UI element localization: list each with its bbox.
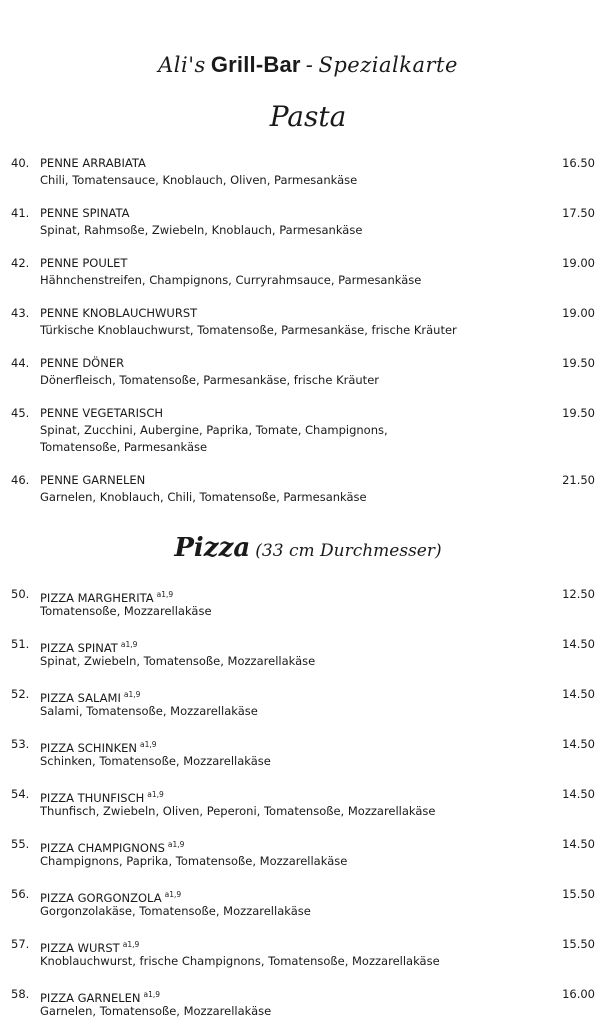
item-price: 17.50	[562, 206, 595, 220]
allergen-codes: a1,9	[164, 890, 182, 899]
item-description: Garnelen, Knoblauch, Chili, Tomatensoße, Parmesankäse	[40, 490, 367, 504]
allergen-codes: a1,9	[120, 640, 138, 649]
item-price: 16.50	[562, 156, 595, 170]
title-suffix: Spezialkarte	[318, 53, 458, 77]
item-name: PENNE GARNELEN	[40, 473, 146, 487]
pizza-heading-title: Pizza	[174, 533, 251, 563]
item-number: 57.	[11, 937, 30, 951]
item-price: 14.50	[562, 637, 595, 651]
pizza-heading-subtitle: (33 cm Durchmesser)	[255, 541, 442, 561]
item-name-text: PIZZA SPINAT	[40, 641, 118, 655]
item-description: Hähnchenstreifen, Champignons, Curryrahmsauce, Parmesankäse	[40, 273, 422, 287]
item-price: 12.50	[562, 587, 595, 601]
item-number: 54.	[11, 787, 30, 801]
menu-item	[0, 686, 616, 736]
item-name-text: PIZZA THUNFISCH	[40, 791, 145, 805]
allergen-codes: a1,9	[167, 840, 185, 849]
menu-item	[0, 155, 616, 205]
menu-item	[0, 786, 616, 836]
item-description: Thunfisch, Zwiebeln, Oliven, Peperoni, Tomatensoße, Mozzarellakäse	[40, 804, 436, 818]
item-number: 55.	[11, 837, 30, 851]
item-number: 50.	[11, 587, 30, 601]
pasta-heading: Pasta	[269, 100, 347, 133]
item-number: 53.	[11, 737, 30, 751]
pasta-list	[0, 155, 616, 522]
item-price: 16.00	[562, 987, 595, 1001]
menu-item	[0, 255, 616, 305]
menu-item	[0, 355, 616, 405]
pizza-heading	[0, 533, 616, 563]
allergen-codes: a1,9	[147, 790, 164, 799]
item-name-text: PIZZA CHAMPIGNONS	[40, 841, 165, 855]
item-number: 56.	[11, 887, 30, 901]
item-name-text: PIZZA MARGHERITA	[40, 591, 154, 605]
item-description: Champignons, Paprika, Tomatensoße, Mozzarellakäse	[40, 854, 348, 868]
item-description: Salami, Tomatensoße, Mozzarellakäse	[40, 704, 258, 718]
menu-item	[0, 986, 616, 1036]
allergen-codes: a1,9	[143, 990, 161, 999]
item-price: 15.50	[562, 887, 595, 901]
item-name: PENNE SPINATA	[40, 206, 130, 220]
menu-title	[0, 52, 616, 78]
item-name: PENNE KNOBLAUCHWURST	[40, 306, 198, 320]
allergen-codes: a1,9	[122, 940, 140, 949]
item-description: Schinken, Tomatensoße, Mozzarellakäse	[40, 754, 271, 768]
pizza-list	[0, 586, 616, 1036]
allergen-codes: a1,9	[140, 740, 157, 749]
item-name-text: PIZZA GARNELEN	[40, 991, 141, 1005]
item-price: 19.00	[562, 306, 595, 320]
menu-item	[0, 305, 616, 355]
item-price: 15.50	[562, 937, 595, 951]
menu-item	[0, 472, 616, 522]
item-description: Tomatensoße, Mozzarellakäse	[40, 604, 212, 618]
item-name-text: PIZZA GORGONZOLA	[40, 891, 162, 905]
item-number: 44.	[11, 356, 30, 370]
allergen-codes: a1,9	[123, 690, 141, 699]
item-description: Türkische Knoblauchwurst, Tomatensoße, Parmesankäse, frische Kräuter	[40, 323, 457, 337]
menu-item	[0, 586, 616, 636]
item-price: 14.50	[562, 737, 595, 751]
item-price: 14.50	[562, 837, 595, 851]
item-description-line-2: Tomatensoße, Parmesankäse	[40, 440, 208, 454]
item-price: 19.50	[562, 356, 595, 370]
item-name-text: PIZZA SCHINKEN	[40, 741, 137, 755]
item-number: 51.	[11, 637, 30, 651]
item-number: 58.	[11, 987, 30, 1001]
item-name: PENNE POULET	[40, 256, 128, 270]
item-price: 14.50	[562, 787, 595, 801]
item-price: 21.50	[562, 473, 595, 487]
item-description: Knoblauchwurst, frische Champignons, Tomatensoße, Mozzarellakäse	[40, 954, 440, 968]
item-name: PENNE DÖNER	[40, 356, 125, 370]
item-description-line-1: Spinat, Zucchini, Aubergine, Paprika, Tomate, Champignons,	[40, 423, 388, 437]
title-separator: -	[305, 53, 314, 77]
item-name-text: PIZZA WURST	[40, 941, 120, 955]
item-number: 40.	[11, 156, 30, 170]
item-description: Spinat, Rahmsoße, Zwiebeln, Knoblauch, Parmesankäse	[40, 223, 363, 237]
menu-item	[0, 936, 616, 986]
menu-item	[0, 886, 616, 936]
item-price: 14.50	[562, 687, 595, 701]
title-prefix: Ali's	[158, 53, 206, 77]
allergen-codes: a1,9	[156, 590, 174, 599]
item-price: 19.50	[562, 406, 595, 420]
menu-item	[0, 405, 616, 472]
item-description: Chili, Tomatensauce, Knoblauch, Oliven, Parmesankäse	[40, 173, 358, 187]
menu-item	[0, 836, 616, 886]
item-number: 43.	[11, 306, 30, 320]
menu-item	[0, 636, 616, 686]
item-description	[40, 422, 480, 456]
item-number: 46.	[11, 473, 30, 487]
item-name: PENNE ARRABIATA	[40, 156, 146, 170]
menu-item	[0, 736, 616, 786]
item-description: Garnelen, Tomatensoße, Mozzarellakäse	[40, 1004, 272, 1018]
item-number: 41.	[11, 206, 30, 220]
item-description: Dönerfleisch, Tomatensoße, Parmesankäse, frische Kräuter	[40, 373, 379, 387]
item-name: PENNE VEGETARISCH	[40, 406, 163, 420]
item-description: Gorgonzolakäse, Tomatensoße, Mozzarellakäse	[40, 904, 311, 918]
item-number: 45.	[11, 406, 30, 420]
menu-item	[0, 205, 616, 255]
item-name-text: PIZZA SALAMI	[40, 691, 121, 705]
title-brand: Grill-Bar	[210, 52, 301, 77]
item-number: 52.	[11, 687, 30, 701]
item-description: Spinat, Zwiebeln, Tomatensoße, Mozzarellakäse	[40, 654, 316, 668]
item-price: 19.00	[562, 256, 595, 270]
item-number: 42.	[11, 256, 30, 270]
